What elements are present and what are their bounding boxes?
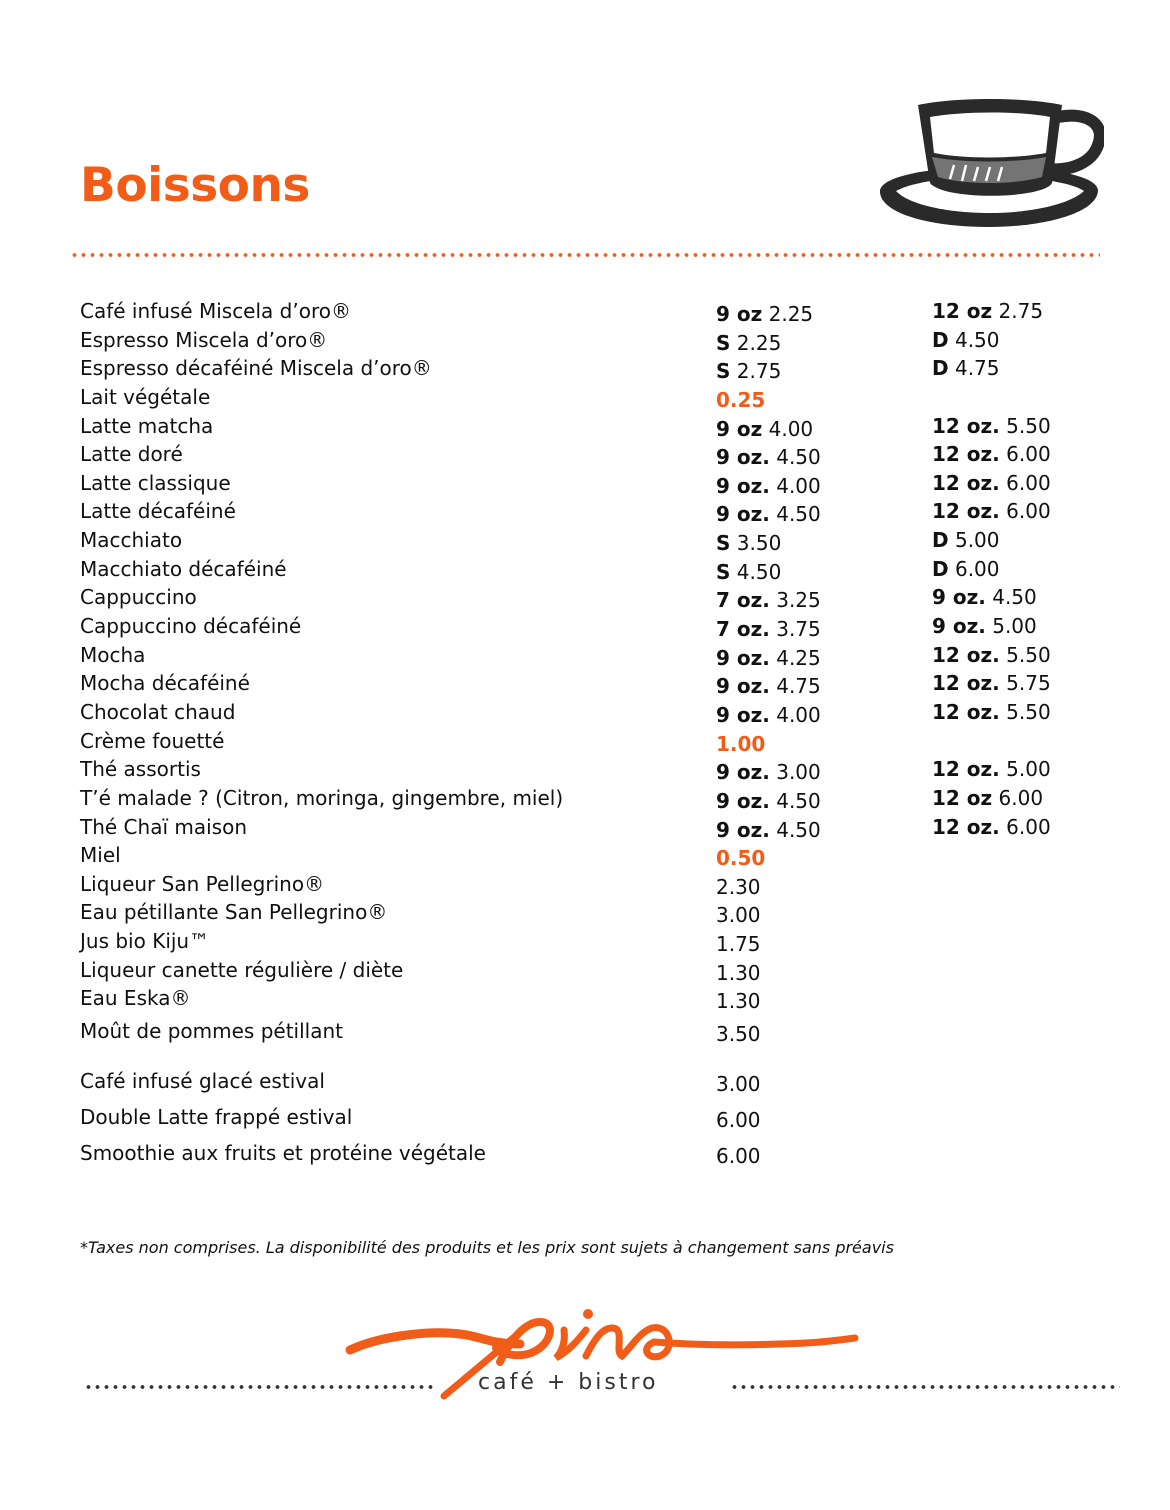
price-value: 4.25 [769, 645, 821, 670]
size-label: 9 oz. [716, 645, 770, 670]
size-label: 9 oz. [932, 614, 986, 639]
item-name: Double Latte frappé estival [80, 1105, 353, 1130]
price-value: 6.00 [999, 814, 1051, 839]
price-value: 6.00 [716, 1144, 761, 1169]
menu-row [80, 1099, 1120, 1135]
price-large [932, 440, 1051, 469]
menu-row [80, 784, 1120, 813]
menu-row [80, 1135, 1120, 1171]
price-primary [716, 701, 821, 730]
price-value: 0.50 [716, 846, 766, 871]
price-large [932, 497, 1051, 526]
price-value: 3.00 [716, 903, 761, 928]
price-value: 1.00 [716, 731, 766, 756]
size-label: 12 oz. [932, 814, 1000, 839]
size-label: 12 oz. [932, 470, 1000, 495]
price-value: 0.25 [716, 387, 766, 412]
item-name: Chocolat chaud [80, 699, 236, 724]
price-large [932, 412, 1051, 441]
size-label: 7 oz. [716, 588, 770, 613]
price-value: 2.25 [730, 330, 782, 355]
price-value: 3.50 [730, 531, 782, 556]
item-name: Café infusé Miscela d’oro® [80, 299, 351, 323]
item-name: Mocha [80, 642, 146, 667]
price-value: 2.75 [992, 299, 1044, 323]
size-label: 12 oz. [932, 699, 1000, 724]
menu-row [80, 497, 1120, 526]
price-value: 4.50 [985, 585, 1037, 610]
price-large [932, 354, 1000, 383]
price-large [932, 784, 1043, 813]
price-value: 3.00 [716, 1072, 761, 1097]
size-label: 9 oz. [716, 760, 770, 785]
item-name: Mocha décaféiné [80, 671, 250, 696]
menu-row [80, 297, 1120, 326]
price-large [932, 612, 1037, 641]
price-large [932, 526, 1000, 555]
price-large [932, 669, 1051, 698]
menu-row [80, 927, 1120, 956]
footnote: *Taxes non comprises. La disponibilité des produits et les prix sont sujets à changement sans préavis [80, 1238, 894, 1257]
price-primary [716, 586, 821, 615]
price-primary [716, 644, 821, 673]
item-name: Thé assortis [80, 757, 201, 782]
price-value: 4.50 [769, 502, 821, 527]
menu-row [80, 326, 1120, 355]
menu-row [80, 1063, 1120, 1099]
price-primary [716, 386, 765, 415]
price-large [932, 698, 1051, 727]
price-value: 4.50 [769, 817, 821, 842]
item-name: Liqueur canette régulière / diète [80, 957, 404, 982]
price-value: 4.50 [948, 327, 1000, 352]
price-value: 5.00 [999, 757, 1051, 782]
item-name: Macchiato [80, 528, 183, 553]
menu-row [80, 1013, 1120, 1049]
price-primary [716, 672, 821, 701]
item-name: Cappuccino [80, 585, 197, 610]
price-value: 1.30 [716, 989, 761, 1014]
price-large [932, 469, 1051, 498]
price-value: 3.50 [716, 1022, 761, 1047]
price-primary [716, 300, 813, 329]
price-primary [716, 500, 821, 529]
price-large [932, 813, 1051, 842]
item-name: Macchiato décaféiné [80, 556, 287, 581]
size-label: 9 oz. [932, 585, 986, 610]
item-name: Latte décaféiné [80, 499, 236, 524]
size-label: S [716, 359, 731, 384]
menu-row [80, 898, 1120, 927]
price-primary [716, 1138, 761, 1174]
price-large [932, 297, 1043, 326]
price-value: 5.50 [999, 642, 1051, 667]
price-primary [716, 615, 821, 644]
price-primary [716, 472, 821, 501]
item-name: Jus bio Kiju™ [80, 929, 210, 954]
price-primary [716, 1016, 761, 1052]
coffee-cup-icon [874, 95, 1104, 235]
price-primary [716, 873, 761, 902]
size-label: 9 oz. [716, 702, 770, 727]
price-value: 5.75 [999, 671, 1051, 696]
size-label: 9 oz. [716, 445, 770, 470]
item-name: Smoothie aux fruits et protéine végétale [80, 1141, 486, 1166]
price-value: 6.00 [948, 556, 1000, 581]
size-label: S [716, 531, 731, 556]
price-large [932, 326, 1000, 355]
price-primary [716, 1102, 761, 1138]
size-label: 9 oz [716, 302, 763, 326]
price-primary [716, 443, 821, 472]
drinks-menu [80, 297, 1120, 1171]
brand-tagline: café + bistro [478, 1370, 659, 1395]
price-value: 2.75 [730, 359, 782, 384]
price-value: 6.00 [716, 1108, 761, 1133]
price-value: 6.00 [999, 499, 1051, 524]
menu-row [80, 669, 1120, 698]
price-large [932, 555, 1000, 584]
menu-row [80, 440, 1120, 469]
price-primary [716, 357, 781, 386]
price-primary [716, 1066, 761, 1102]
price-value: 4.75 [948, 356, 1000, 381]
menu-row [80, 755, 1120, 784]
size-label: 9 oz. [716, 502, 770, 527]
size-label: D [932, 356, 949, 381]
size-label: 9 oz. [716, 674, 770, 699]
size-label: 12 oz [932, 785, 993, 810]
price-value: 5.50 [999, 413, 1051, 438]
price-primary [716, 816, 821, 845]
item-name: Liqueur San Pellegrino® [80, 871, 325, 896]
price-value: 5.00 [948, 528, 1000, 553]
price-primary [716, 758, 821, 787]
size-label: 9 oz. [716, 817, 770, 842]
price-primary [716, 930, 761, 959]
item-name: Moût de pommes pétillant [80, 1019, 343, 1044]
item-name: Lait végétale [80, 384, 211, 409]
price-primary [716, 730, 765, 759]
size-label: 12 oz [932, 299, 993, 323]
menu-row [80, 612, 1120, 641]
item-name: T’é malade ? (Citron, moringa, gingembre, miel) [80, 785, 564, 810]
price-primary [716, 415, 813, 444]
size-label: 12 oz. [932, 757, 1000, 782]
menu-row [80, 354, 1120, 383]
size-label: 12 oz. [932, 499, 1000, 524]
title-divider [70, 251, 1100, 259]
price-primary [716, 959, 761, 988]
size-label: 12 oz. [932, 642, 1000, 667]
price-value: 2.30 [716, 874, 761, 899]
item-name: Eau Eska® [80, 986, 191, 1011]
menu-row [80, 583, 1120, 612]
price-value: 3.75 [769, 617, 821, 642]
price-value: 6.00 [999, 470, 1051, 495]
menu-row [80, 870, 1120, 899]
menu-row [80, 813, 1120, 842]
logo-divider-left [84, 1383, 434, 1391]
item-name: Thé Chaï maison [80, 814, 247, 839]
size-label: 7 oz. [716, 617, 770, 642]
price-primary [716, 787, 821, 816]
price-value: 5.50 [999, 699, 1051, 724]
item-name: Latte doré [80, 442, 183, 467]
price-value: 4.50 [769, 445, 821, 470]
price-value: 3.00 [769, 760, 821, 785]
price-value: 2.25 [762, 302, 814, 326]
menu-row [80, 984, 1120, 1013]
item-name: Miel [80, 843, 121, 868]
price-value: 4.50 [730, 559, 782, 584]
price-value: 4.00 [769, 702, 821, 727]
menu-row [80, 526, 1120, 555]
item-name: Cappuccino décaféiné [80, 614, 302, 639]
price-large [932, 583, 1037, 612]
size-label: S [716, 559, 731, 584]
menu-row [80, 956, 1120, 985]
item-name: Latte classique [80, 470, 231, 495]
size-label: S [716, 330, 731, 355]
item-name: Café infusé glacé estival [80, 1069, 325, 1094]
size-label: D [932, 327, 949, 352]
price-value: 5.00 [985, 614, 1037, 639]
price-value: 6.00 [992, 785, 1044, 810]
size-label: 12 oz. [932, 413, 1000, 438]
size-label: D [932, 556, 949, 581]
menu-row [80, 412, 1120, 441]
price-primary [716, 329, 781, 358]
size-label: 9 oz. [716, 788, 770, 813]
size-label: D [932, 528, 949, 553]
item-name: Crème fouetté [80, 728, 225, 753]
page-title: Boissons [80, 158, 310, 213]
price-primary [716, 901, 761, 930]
price-primary [716, 529, 781, 558]
price-large [932, 755, 1051, 784]
price-value: 4.75 [769, 674, 821, 699]
item-name: Eau pétillante San Pellegrino® [80, 900, 388, 925]
menu-row [80, 469, 1120, 498]
price-primary [716, 987, 761, 1016]
price-value: 3.25 [769, 588, 821, 613]
price-large [932, 641, 1051, 670]
price-value: 1.30 [716, 960, 761, 985]
price-value: 1.75 [716, 932, 761, 957]
price-value: 4.50 [769, 788, 821, 813]
item-name: Espresso décaféiné Miscela d’oro® [80, 356, 432, 381]
menu-row [80, 383, 1120, 412]
price-value: 4.00 [762, 416, 814, 441]
price-primary [716, 558, 781, 587]
menu-row [80, 641, 1120, 670]
item-name: Espresso Miscela d’oro® [80, 327, 328, 352]
menu-row [80, 841, 1120, 870]
size-label: 12 oz. [932, 442, 1000, 467]
price-value: 6.00 [999, 442, 1051, 467]
menu-row [80, 727, 1120, 756]
item-name: Latte matcha [80, 413, 214, 438]
menu-row [80, 555, 1120, 584]
price-value: 4.00 [769, 473, 821, 498]
menu-row [80, 698, 1120, 727]
price-primary [716, 844, 765, 873]
size-label: 9 oz. [716, 473, 770, 498]
size-label: 9 oz [716, 416, 763, 441]
size-label: 12 oz. [932, 671, 1000, 696]
logo-divider-right [730, 1383, 1120, 1391]
